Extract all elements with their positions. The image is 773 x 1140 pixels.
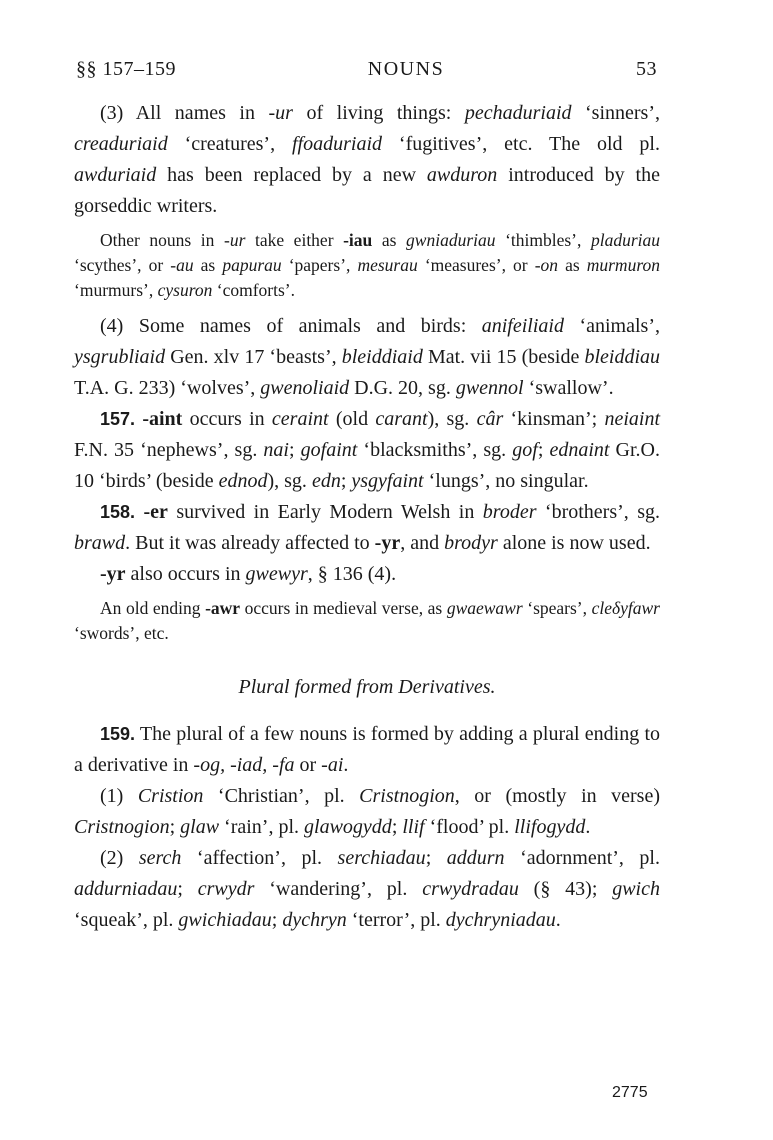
- section-159: 159. The plural of a few nouns is formed by adding a plural ending to a derivative in -og, -iad, -fa or -ai.: [74, 723, 660, 776]
- paragraph-1: (1) Cristion ‘Christian’, pl. Cristnogion, or (mostly in verse) Cristnogion; glaw ‘rain’, pl. glawogydd; llif ‘flood’ pl. llifogydd.: [74, 785, 660, 838]
- section-157: 157. -aint occurs in ceraint (old carant), sg. câr ‘kinsman’; neiaint F.N. 35 ‘nephews’, sg. nai; gofaint ‘blacksmiths’, sg. gof; ednaint Gr.O. 10 ‘birds’ (beside ednod), sg. edn; ysgyfaint ‘lungs’, no singular.: [74, 408, 661, 492]
- page-number: 53: [636, 58, 657, 80]
- note-awr-ending: An old ending -awr occurs in medieval verse, as gwaewawr ‘spears’, cleδyfawr ‘swords’, etc.: [74, 598, 660, 643]
- note-ur-endings: Other nouns in -ur take either -iau as gwniaduriau ‘thimbles’, pladuriau ‘scythes’, or -au as papurau ‘papers’, mesurau ‘measures’, or -on as murmuron ‘murmurs’, cysuron ‘comforts’.: [74, 230, 661, 300]
- running-head: [76, 58, 657, 81]
- section-158: 158. -er survived in Early Modern Welsh in broder ‘brothers’, sg. brawd. But it was already affected to -yr, and brodyr alone is now used.: [74, 501, 661, 554]
- paragraph-yr: -yr also occurs in gwewyr, § 136 (4).: [100, 563, 397, 585]
- paragraph-4: (4) Some names of animals and birds: anifeiliaid ‘animals’, ysgrubliaid Gen. xlv 17 ‘beasts’, bleiddiaid Mat. vii 15 (beside bleiddiau T.A. G. 233) ‘wolves’, gwenoliaid D.G. 20, sg. gwennol ‘swallow’.: [74, 315, 660, 399]
- page-title: NOUNS: [367, 58, 445, 80]
- body-text: [74, 98, 660, 936]
- scan-number: 2775: [612, 1084, 648, 1101]
- section-heading: Plural formed from Derivatives.: [238, 676, 496, 698]
- section-range: §§ 157–159: [76, 58, 176, 80]
- paragraph-3: (3) All names in -ur of living things: pechaduriaid ‘sinners’, creaduriaid ‘creatures’, ffoaduriaid ‘fugitives’, etc. The old pl. awduriaid has been replaced by a new awduron introduced by the gorseddic writers.: [74, 102, 660, 217]
- paragraph-2: (2) serch ‘affection’, pl. serchiadau; addurn ‘adornment’, pl. addurniadau; crwydr ‘wandering’, pl. crwydradau (§ 43); gwich ‘squeak’, pl. gwichiadau; dychryn ‘terror’, pl. dychryniadau.: [74, 847, 660, 931]
